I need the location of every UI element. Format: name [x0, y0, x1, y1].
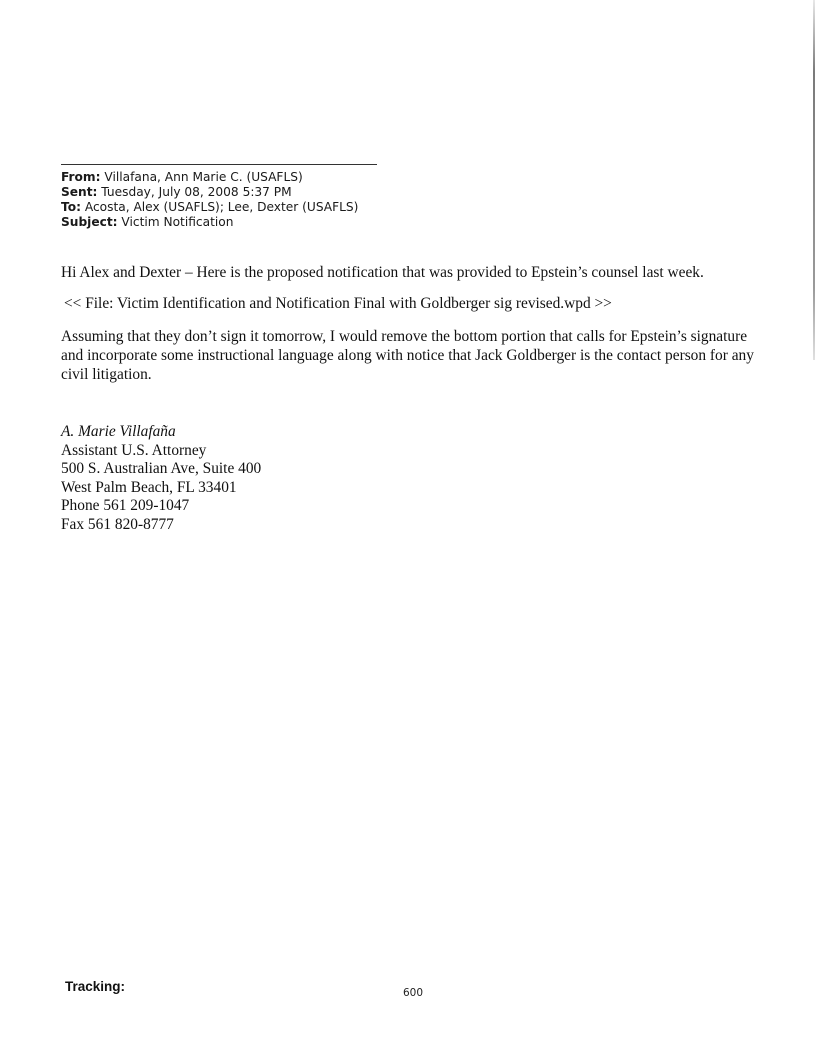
to-value: Acosta, Alex (USAFLS); Lee, Dexter (USAFLS)	[84, 200, 359, 214]
email-headers	[61, 170, 358, 230]
sent-label: Sent:	[61, 185, 98, 199]
signature-title: Assistant U.S. Attorney	[61, 441, 207, 459]
page-number: 600	[403, 987, 424, 999]
subject-row	[61, 215, 358, 230]
from-row	[61, 170, 358, 185]
header-divider	[61, 164, 377, 165]
to-label: To:	[61, 200, 81, 214]
attachment-reference: << File: Victim Identification and Notification Final with Goldberger sig revised.wpd >>	[64, 295, 612, 312]
body-paragraph-2: Assuming that they don’t sign it tomorrow, I would remove the bottom portion that calls for Epstein’s signature and incorporate some instructional language along with notice that Jack Goldberger is the contact person for any civil litigation.	[61, 328, 754, 383]
sent-row	[61, 185, 358, 200]
from-value: Villafana, Ann Marie C. (USAFLS)	[104, 170, 303, 184]
sent-value: Tuesday, July 08, 2008 5:37 PM	[101, 185, 292, 199]
signature-name: A. Marie Villafaña	[61, 423, 176, 440]
signature-fax: Fax 561 820-8777	[61, 515, 174, 533]
email-body	[61, 263, 761, 384]
scan-edge-line	[813, 0, 815, 360]
signature-address-line-2: West Palm Beach, FL 33401	[61, 478, 237, 496]
subject-label: Subject:	[61, 215, 118, 229]
tracking-label: Tracking:	[65, 979, 126, 994]
from-label: From:	[61, 170, 101, 184]
signature-address-line-1: 500 S. Australian Ave, Suite 400	[61, 460, 262, 478]
subject-value: Victim Notification	[121, 215, 234, 229]
to-row	[61, 200, 358, 215]
signature-block	[61, 423, 261, 535]
signature-phone: Phone 561 209-1047	[61, 497, 190, 515]
body-paragraph-1: Hi Alex and Dexter – Here is the proposed notification that was provided to Epstein’s counsel last week.	[61, 264, 704, 281]
